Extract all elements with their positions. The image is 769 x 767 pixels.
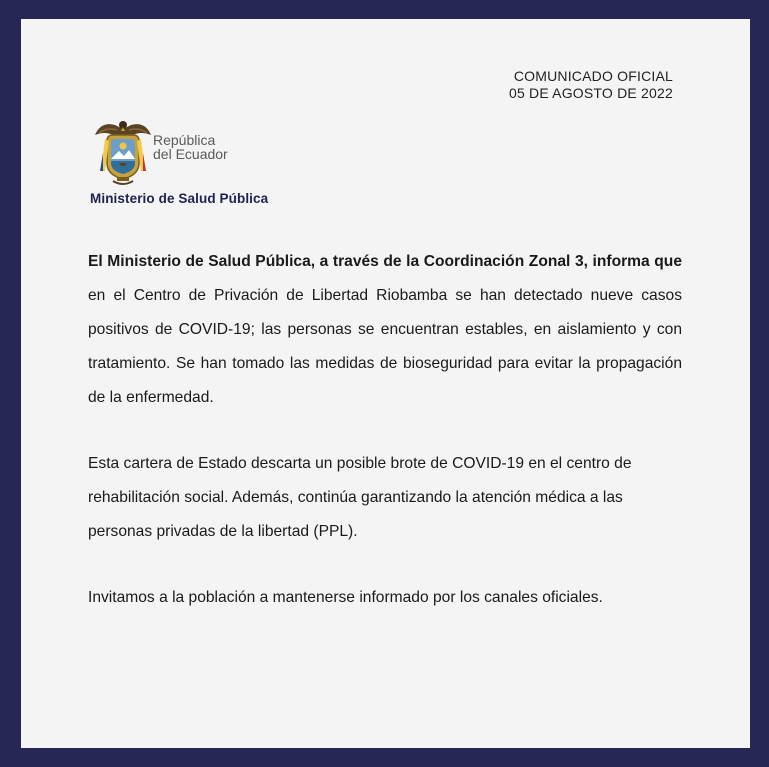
paragraph-1-bold: El Ministerio de Salud Pública, a través de la Coordinación Zonal 3, informa que bbox=[88, 253, 682, 270]
communique-date: 05 DE AGOSTO DE 2022 bbox=[508, 85, 673, 101]
communique-header bbox=[509, 68, 673, 102]
ecuador-coat-of-arms-icon bbox=[91, 105, 155, 197]
document-page bbox=[21, 19, 750, 748]
ministry-name: Ministerio de Salud Pública bbox=[90, 191, 269, 206]
logo-text bbox=[153, 133, 228, 161]
logo-line-ecuador: del Ecuador bbox=[153, 146, 228, 162]
communique-body bbox=[88, 245, 682, 615]
logo-line-republica: República bbox=[153, 132, 216, 148]
paragraph-3: Invitamos a la población a mantenerse informado por los canales oficiales. bbox=[88, 589, 603, 606]
paragraph-2: Esta cartera de Estado descarta un posible brote de COVID-19 en el centro de rehabilitación social. Además, continúa garantizando la atención médica a las personas privadas de la libertad (PPL). bbox=[88, 455, 632, 540]
ecuador-logo bbox=[91, 105, 251, 197]
paragraph-1 bbox=[88, 245, 682, 415]
paragraph-1-text: en el Centro de Privación de Libertad Riobamba se han detectado nueve casos positivos de COVID-19; las personas se encuentran estables, en aislamiento y con tratamiento. Se han tomado las medidas de bioseguridad para evitar la propagación de la enfermedad. bbox=[88, 287, 682, 406]
communique-title: COMUNICADO OFICIAL bbox=[513, 68, 673, 84]
